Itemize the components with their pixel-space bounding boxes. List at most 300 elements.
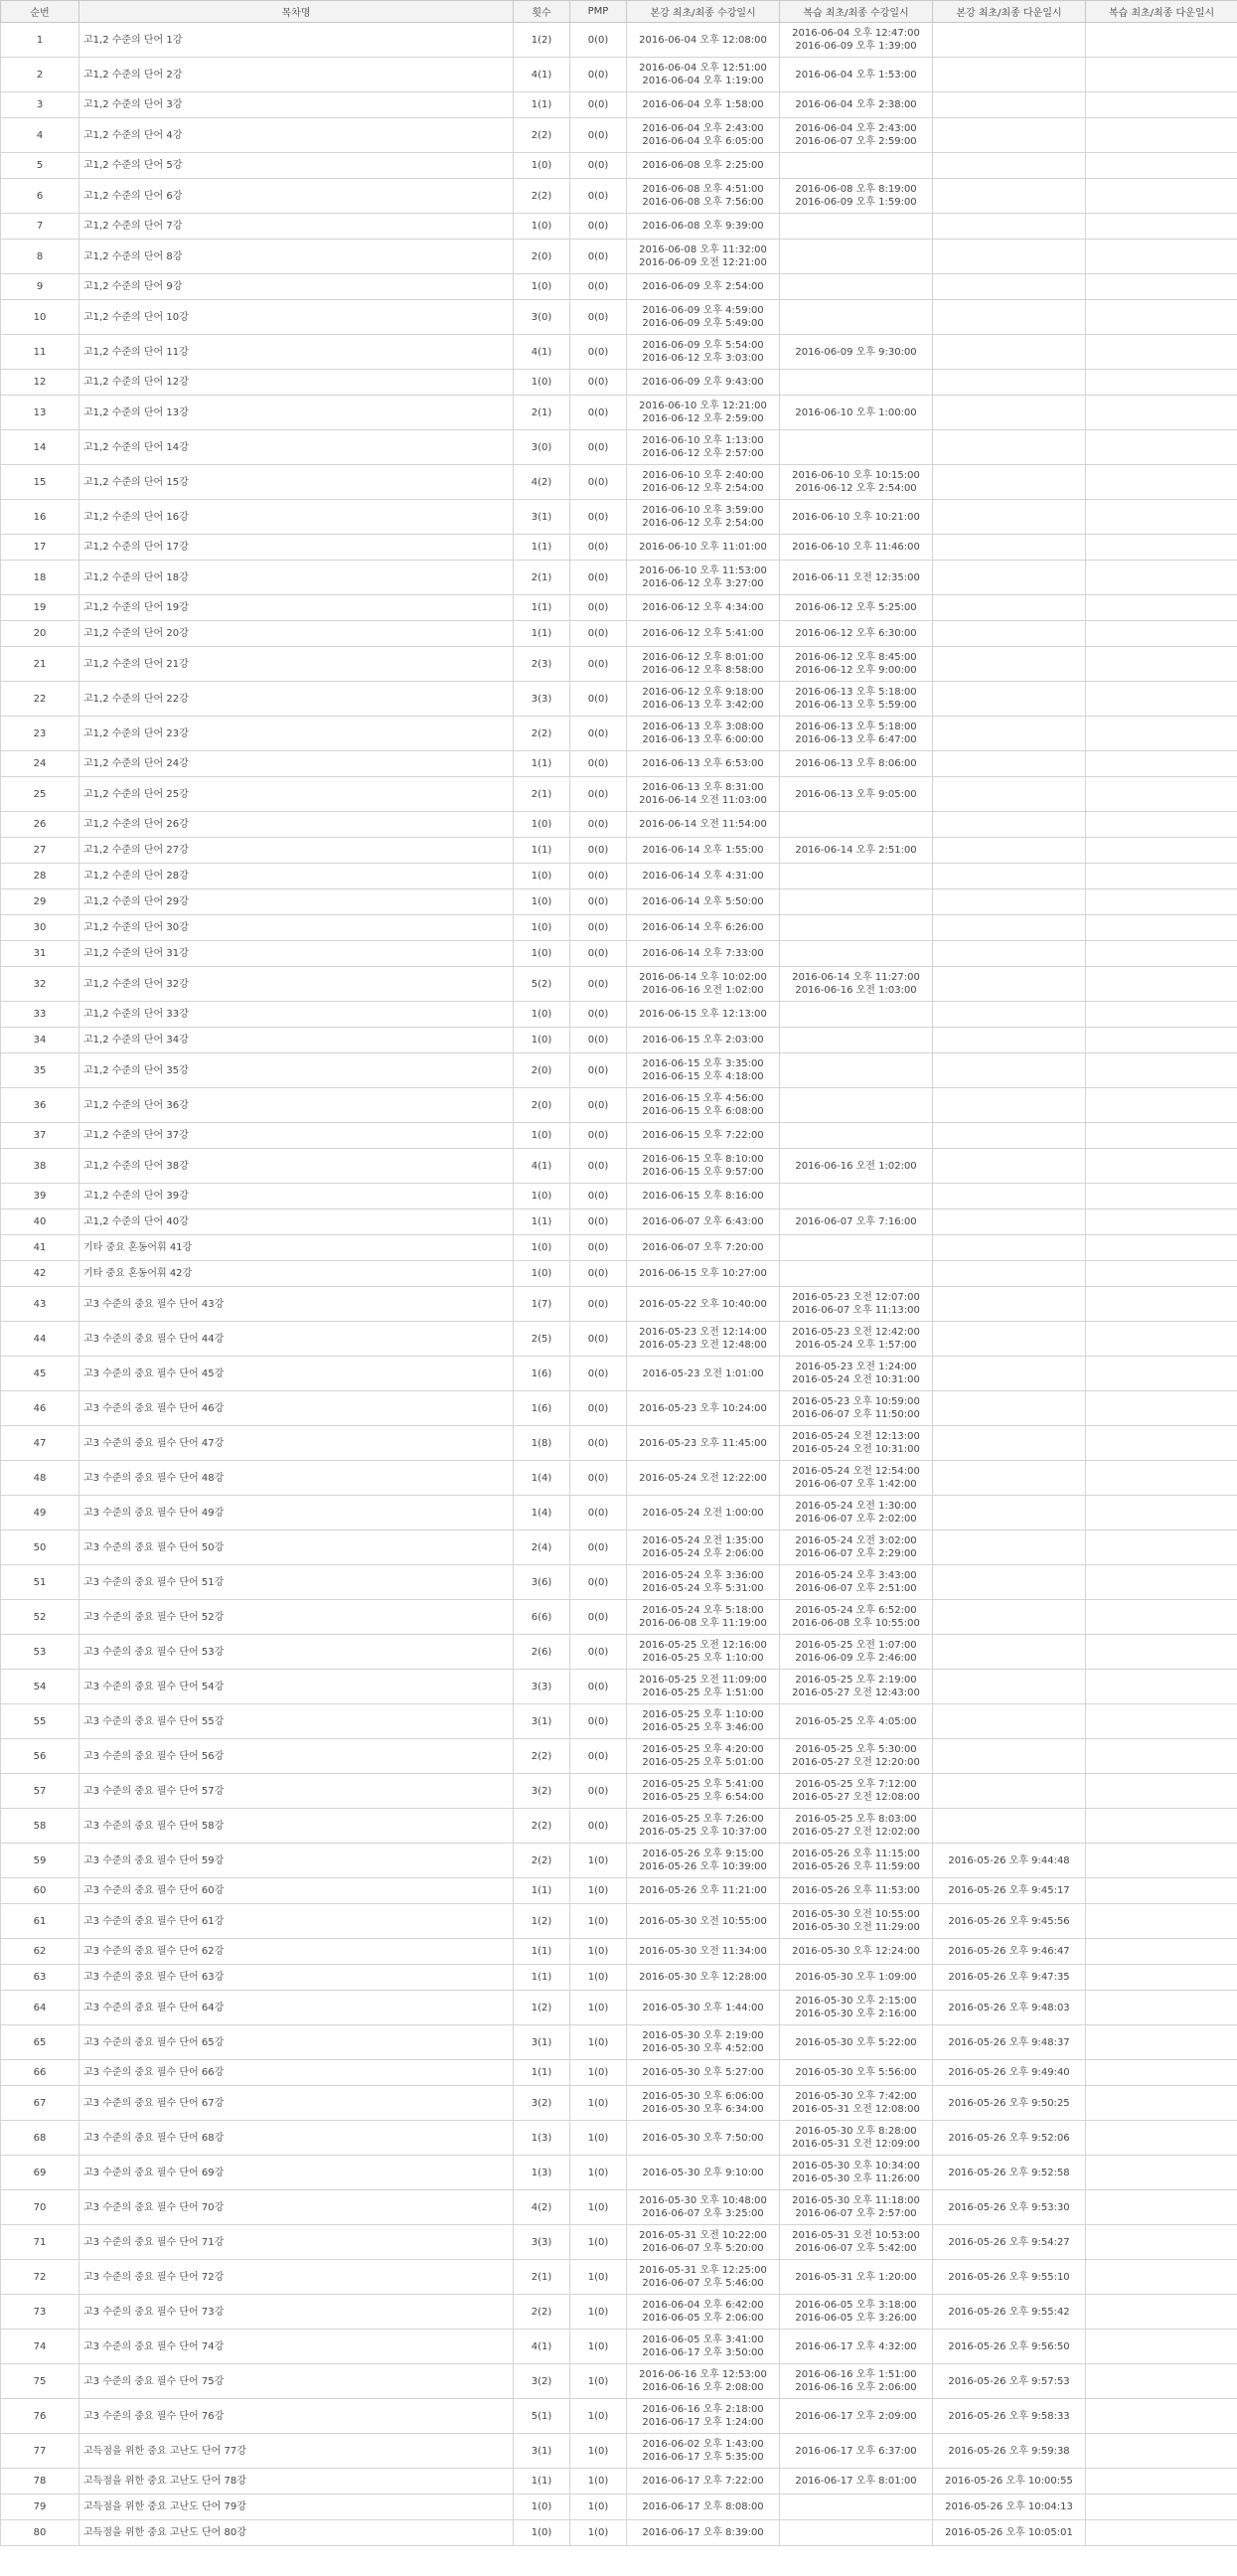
row-pmp: 1(0)	[570, 1878, 627, 1904]
row-no: 54	[1, 1670, 79, 1704]
row-main-download	[933, 777, 1086, 812]
row-pmp: 0(0)	[570, 274, 627, 300]
datetime-text: 2016-05-26 오후 9:55:42	[948, 2306, 1070, 2318]
datetime-text: 2016-05-26 오후 9:49:40	[948, 2067, 1070, 2078]
row-review-watch	[780, 58, 933, 92]
row-pmp: 0(0)	[570, 1391, 627, 1426]
row-title: 고득점을 위한 중요 고난도 단어 79강	[79, 2495, 514, 2520]
datetime-text: 2016-06-10 오후 11:53:00	[639, 565, 767, 576]
datetime-text: 2016-06-09 오후 4:59:00	[642, 305, 764, 316]
row-review-watch	[780, 1878, 933, 1904]
table-row	[1, 941, 1237, 967]
row-main-watch	[627, 2225, 780, 2260]
row-main-download	[933, 2469, 1086, 2495]
row-main-download	[933, 153, 1086, 179]
header-title: 목차명	[79, 1, 514, 23]
datetime-text: 2016-06-07 오후 2:29:00	[795, 1548, 917, 1559]
table-row	[1, 595, 1237, 621]
row-count: 1(4)	[514, 1461, 570, 1496]
datetime-text: 2016-06-15 오후 9:57:00	[642, 1167, 764, 1178]
row-main-watch	[627, 240, 780, 274]
row-review-watch	[780, 1844, 933, 1878]
table-row	[1, 430, 1237, 465]
row-review-download	[1086, 2121, 1237, 2156]
datetime-text: 2016-05-24 오후 5:18:00	[642, 1605, 764, 1616]
row-main-watch	[627, 535, 780, 561]
row-review-download	[1086, 535, 1237, 561]
row-main-watch	[627, 58, 780, 92]
row-title: 고득점을 위한 중요 고난도 단어 80강	[79, 2520, 514, 2546]
datetime-text: 2016-06-12 오후 6:30:00	[795, 628, 917, 639]
row-no: 42	[1, 1261, 79, 1287]
datetime-text: 2016-06-07 오후 3:25:00	[642, 2208, 764, 2219]
row-main-download	[933, 2495, 1086, 2520]
datetime-text: 2016-05-30 오후 7:50:00	[642, 2132, 764, 2144]
row-pmp: 0(0)	[570, 621, 627, 647]
row-main-watch	[627, 1053, 780, 1088]
row-main-download	[933, 1028, 1086, 1053]
row-review-watch	[780, 214, 933, 240]
row-title: 고1,2 수준의 단어 8강	[79, 240, 514, 274]
row-count: 3(2)	[514, 1774, 570, 1809]
datetime-text: 2016-06-04 오후 12:47:00	[792, 28, 920, 39]
table-row	[1, 1739, 1237, 1774]
row-review-download	[1086, 838, 1237, 864]
table-row	[1, 1600, 1237, 1635]
row-main-download	[933, 1565, 1086, 1600]
row-count: 1(0)	[514, 1261, 570, 1287]
row-pmp: 1(0)	[570, 2121, 627, 2156]
datetime-text: 2016-05-24 오후 3:36:00	[642, 1570, 764, 1581]
table-row	[1, 1149, 1237, 1184]
row-title: 고3 수준의 중요 필수 단어 55강	[79, 1704, 514, 1739]
datetime-text: 2016-06-13 오후 6:00:00	[642, 734, 764, 745]
row-main-watch	[627, 1965, 780, 1991]
row-pmp: 0(0)	[570, 370, 627, 396]
row-review-watch	[780, 561, 933, 595]
row-no: 7	[1, 214, 79, 240]
row-count: 1(0)	[514, 1235, 570, 1261]
row-title: 고1,2 수준의 단어 6강	[79, 179, 514, 214]
row-review-watch	[780, 1739, 933, 1774]
table-row	[1, 2295, 1237, 2330]
datetime-text: 2016-06-10 오후 11:46:00	[792, 542, 920, 553]
row-main-download	[933, 1322, 1086, 1357]
row-main-download	[933, 2156, 1086, 2190]
row-review-watch	[780, 1002, 933, 1028]
row-review-download	[1086, 1991, 1237, 2025]
row-main-watch	[627, 396, 780, 430]
table-row	[1, 2025, 1237, 2060]
row-pmp: 0(0)	[570, 1774, 627, 1809]
row-no: 43	[1, 1287, 79, 1322]
row-main-watch	[627, 2121, 780, 2156]
row-main-download	[933, 274, 1086, 300]
row-review-download	[1086, 561, 1237, 595]
row-review-watch	[780, 1904, 933, 1939]
datetime-text: 2016-05-26 오후 9:56:50	[948, 2340, 1070, 2352]
row-review-download	[1086, 274, 1237, 300]
row-main-watch	[627, 214, 780, 240]
datetime-text: 2016-06-09 오후 9:30:00	[795, 346, 917, 358]
datetime-text: 2016-06-12 오후 2:59:00	[642, 413, 764, 424]
table-row	[1, 2364, 1237, 2399]
row-count: 1(0)	[514, 1028, 570, 1053]
row-no: 79	[1, 2495, 79, 2520]
row-title: 고1,2 수준의 단어 25강	[79, 777, 514, 812]
row-main-watch	[627, 838, 780, 864]
row-main-watch	[627, 1088, 780, 1123]
row-main-download	[933, 1704, 1086, 1739]
row-main-download	[933, 2190, 1086, 2225]
row-review-download	[1086, 1426, 1237, 1461]
row-main-download	[933, 535, 1086, 561]
datetime-text: 2016-06-12 오후 5:41:00	[642, 628, 764, 639]
datetime-text: 2016-06-08 오후 7:56:00	[642, 197, 764, 208]
row-title: 고1,2 수준의 단어 29강	[79, 889, 514, 915]
row-title: 고3 수준의 중요 필수 단어 52강	[79, 1600, 514, 1635]
row-review-watch	[780, 647, 933, 682]
row-pmp: 1(0)	[570, 2190, 627, 2225]
table-row	[1, 2469, 1237, 2495]
row-main-watch	[627, 1391, 780, 1426]
row-review-watch	[780, 1600, 933, 1635]
row-main-download	[933, 1939, 1086, 1965]
header-count: 횟수	[514, 1, 570, 23]
row-pmp: 0(0)	[570, 751, 627, 777]
row-main-watch	[627, 1939, 780, 1965]
row-review-watch	[780, 2469, 933, 2495]
row-pmp: 0(0)	[570, 812, 627, 838]
table-row	[1, 812, 1237, 838]
row-main-download	[933, 58, 1086, 92]
row-main-download	[933, 2225, 1086, 2260]
table-row	[1, 1939, 1237, 1965]
row-review-download	[1086, 1088, 1237, 1123]
row-main-watch	[627, 2156, 780, 2190]
row-review-watch	[780, 889, 933, 915]
row-pmp: 0(0)	[570, 838, 627, 864]
row-main-watch	[627, 1774, 780, 1809]
row-review-download	[1086, 717, 1237, 751]
datetime-text: 2016-05-24 오전 10:31:00	[792, 1374, 920, 1385]
row-no: 23	[1, 717, 79, 751]
table-row	[1, 274, 1237, 300]
row-count: 3(3)	[514, 682, 570, 717]
datetime-text: 2016-05-27 오전 12:20:00	[792, 1757, 920, 1768]
row-review-watch	[780, 864, 933, 889]
row-main-watch	[627, 465, 780, 500]
row-title: 고3 수준의 중요 필수 단어 70강	[79, 2190, 514, 2225]
row-review-watch	[780, 1391, 933, 1426]
row-pmp: 0(0)	[570, 864, 627, 889]
row-review-download	[1086, 595, 1237, 621]
table-row	[1, 1809, 1237, 1844]
row-no: 35	[1, 1053, 79, 1088]
row-main-download	[933, 2025, 1086, 2060]
row-count: 1(4)	[514, 1496, 570, 1530]
row-review-watch	[780, 2025, 933, 2060]
row-title: 고3 수준의 중요 필수 단어 43강	[79, 1287, 514, 1322]
row-review-watch	[780, 1991, 933, 2025]
row-count: 2(4)	[514, 1530, 570, 1565]
datetime-text: 2016-06-17 오후 8:39:00	[642, 2527, 764, 2538]
datetime-text: 2016-06-17 오후 8:08:00	[642, 2501, 764, 2512]
row-no: 25	[1, 777, 79, 812]
row-title: 고1,2 수준의 단어 2강	[79, 58, 514, 92]
row-title: 고1,2 수준의 단어 10강	[79, 300, 514, 335]
row-main-download	[933, 2399, 1086, 2434]
row-no: 34	[1, 1028, 79, 1053]
row-review-watch	[780, 838, 933, 864]
row-count: 2(1)	[514, 561, 570, 595]
row-count: 2(1)	[514, 777, 570, 812]
row-pmp: 0(0)	[570, 717, 627, 751]
row-review-watch	[780, 1053, 933, 1088]
row-no: 73	[1, 2295, 79, 2330]
row-no: 8	[1, 240, 79, 274]
row-count: 5(1)	[514, 2399, 570, 2434]
table-row	[1, 2399, 1237, 2434]
datetime-text: 2016-06-13 오후 8:31:00	[642, 782, 764, 793]
row-pmp: 0(0)	[570, 1261, 627, 1287]
datetime-text: 2016-06-15 오후 4:18:00	[642, 1071, 764, 1082]
row-main-watch	[627, 647, 780, 682]
table-row	[1, 1028, 1237, 1053]
row-review-watch	[780, 1704, 933, 1739]
row-main-download	[933, 751, 1086, 777]
row-title: 고3 수준의 중요 필수 단어 76강	[79, 2399, 514, 2434]
row-pmp: 1(0)	[570, 1965, 627, 1991]
row-title: 고1,2 수준의 단어 24강	[79, 751, 514, 777]
row-no: 64	[1, 1991, 79, 2025]
row-review-watch	[780, 2060, 933, 2086]
row-no: 66	[1, 2060, 79, 2086]
datetime-text: 2016-06-17 오후 1:24:00	[642, 2417, 764, 2428]
datetime-text: 2016-05-24 오전 1:35:00	[642, 1535, 764, 1546]
table-row	[1, 1123, 1237, 1149]
datetime-text: 2016-06-07 오후 1:42:00	[795, 1479, 917, 1490]
row-main-watch	[627, 1739, 780, 1774]
row-review-watch	[780, 1149, 933, 1184]
row-no: 58	[1, 1809, 79, 1844]
row-count: 1(0)	[514, 214, 570, 240]
row-review-watch	[780, 2364, 933, 2399]
row-count: 3(3)	[514, 2225, 570, 2260]
row-no: 69	[1, 2156, 79, 2190]
datetime-text: 2016-05-30 오후 11:18:00	[792, 2195, 920, 2206]
row-main-download	[933, 1461, 1086, 1496]
datetime-text: 2016-06-10 오후 1:00:00	[795, 406, 917, 418]
row-count: 4(1)	[514, 2330, 570, 2364]
row-main-download	[933, 465, 1086, 500]
row-count: 1(2)	[514, 1904, 570, 1939]
datetime-text: 2016-05-31 오후 1:20:00	[795, 2271, 917, 2283]
row-count: 1(0)	[514, 1123, 570, 1149]
row-main-download	[933, 1991, 1086, 2025]
datetime-text: 2016-06-05 오후 2:06:00	[642, 2313, 764, 2324]
row-review-watch	[780, 1939, 933, 1965]
row-review-watch	[780, 370, 933, 396]
row-main-watch	[627, 370, 780, 396]
datetime-text: 2016-06-09 오후 2:54:00	[642, 281, 764, 292]
row-main-download	[933, 1426, 1086, 1461]
table-row	[1, 118, 1237, 153]
row-review-download	[1086, 1878, 1237, 1904]
row-review-download	[1086, 1965, 1237, 1991]
table-row	[1, 1088, 1237, 1123]
row-no: 13	[1, 396, 79, 430]
row-title: 고3 수준의 중요 필수 단어 75강	[79, 2364, 514, 2399]
datetime-text: 2016-05-26 오후 11:21:00	[639, 1885, 767, 1896]
row-review-watch	[780, 1287, 933, 1322]
datetime-text: 2016-05-26 오후 11:59:00	[792, 1861, 920, 1872]
row-review-download	[1086, 2156, 1237, 2190]
datetime-text: 2016-05-24 오전 1:30:00	[795, 1501, 917, 1512]
row-review-watch	[780, 621, 933, 647]
row-review-watch	[780, 1184, 933, 1209]
row-main-download	[933, 1184, 1086, 1209]
row-review-download	[1086, 1774, 1237, 1809]
row-review-watch	[780, 1670, 933, 1704]
row-main-download	[933, 1739, 1086, 1774]
row-no: 15	[1, 465, 79, 500]
row-main-download	[933, 1844, 1086, 1878]
row-main-download	[933, 889, 1086, 915]
datetime-text: 2016-06-10 오후 10:21:00	[792, 511, 920, 523]
datetime-text: 2016-05-31 오후 12:25:00	[639, 2265, 767, 2276]
table-row	[1, 2225, 1237, 2260]
row-count: 1(1)	[514, 1939, 570, 1965]
row-title: 기타 중요 혼동어휘 42강	[79, 1261, 514, 1287]
row-no: 9	[1, 274, 79, 300]
datetime-text: 2016-06-04 오후 6:05:00	[642, 136, 764, 147]
row-no: 74	[1, 2330, 79, 2364]
datetime-text: 2016-05-23 오후 10:24:00	[639, 1402, 767, 1414]
datetime-text: 2016-05-25 오전 1:07:00	[795, 1640, 917, 1651]
datetime-text: 2016-06-13 오후 5:59:00	[795, 700, 917, 711]
table-row	[1, 2121, 1237, 2156]
datetime-text: 2016-06-14 오후 11:27:00	[792, 972, 920, 983]
datetime-text: 2016-06-17 오후 8:01:00	[795, 2476, 917, 2487]
datetime-text: 2016-05-26 오후 9:53:30	[948, 2201, 1070, 2213]
row-review-download	[1086, 1002, 1237, 1028]
row-review-download	[1086, 1028, 1237, 1053]
row-review-download	[1086, 240, 1237, 274]
header-no: 순번	[1, 1, 79, 23]
datetime-text: 2016-05-24 오후 5:31:00	[642, 1583, 764, 1594]
row-title: 고1,2 수준의 단어 20강	[79, 621, 514, 647]
datetime-text: 2016-06-07 오후 2:02:00	[795, 1514, 917, 1525]
row-title: 고3 수준의 중요 필수 단어 49강	[79, 1496, 514, 1530]
table-row	[1, 682, 1237, 717]
row-no: 30	[1, 915, 79, 941]
row-no: 3	[1, 92, 79, 118]
row-main-download	[933, 1209, 1086, 1235]
row-review-download	[1086, 58, 1237, 92]
row-count: 1(6)	[514, 1391, 570, 1426]
datetime-text: 2016-05-23 오전 12:42:00	[792, 1327, 920, 1338]
datetime-text: 2016-05-26 오후 9:46:47	[948, 1946, 1070, 1957]
row-pmp: 0(0)	[570, 682, 627, 717]
datetime-text: 2016-05-30 오후 8:28:00	[795, 2126, 917, 2137]
datetime-text: 2016-06-16 오후 2:18:00	[642, 2404, 764, 2415]
row-main-watch	[627, 2295, 780, 2330]
row-no: 39	[1, 1184, 79, 1209]
datetime-text: 2016-05-24 오후 1:57:00	[795, 1340, 917, 1351]
datetime-text: 2016-05-30 오전 10:55:00	[639, 1915, 767, 1927]
datetime-text: 2016-05-30 오후 6:06:00	[642, 2091, 764, 2102]
datetime-text: 2016-06-15 오후 12:13:00	[639, 1009, 767, 1020]
row-title: 고3 수준의 중요 필수 단어 59강	[79, 1844, 514, 1878]
table-row	[1, 838, 1237, 864]
row-review-download	[1086, 2060, 1237, 2086]
row-no: 67	[1, 2086, 79, 2121]
row-no: 61	[1, 1904, 79, 1939]
row-title: 고1,2 수준의 단어 12강	[79, 370, 514, 396]
row-count: 1(0)	[514, 2520, 570, 2546]
row-review-watch	[780, 240, 933, 274]
datetime-text: 2016-06-09 오후 9:43:00	[642, 377, 764, 388]
datetime-text: 2016-05-25 오후 4:05:00	[795, 1715, 917, 1727]
row-count: 2(0)	[514, 1053, 570, 1088]
row-review-download	[1086, 1670, 1237, 1704]
row-review-download	[1086, 1123, 1237, 1149]
datetime-text: 2016-06-04 오후 1:58:00	[642, 99, 764, 110]
row-pmp: 0(0)	[570, 1287, 627, 1322]
row-title: 고3 수준의 중요 필수 단어 58강	[79, 1809, 514, 1844]
row-review-watch	[780, 1088, 933, 1123]
datetime-text: 2016-05-25 오후 1:10:00	[642, 1709, 764, 1720]
row-main-download	[933, 240, 1086, 274]
row-main-download	[933, 967, 1086, 1002]
row-title: 고3 수준의 중요 필수 단어 50강	[79, 1530, 514, 1565]
row-title: 고1,2 수준의 단어 23강	[79, 717, 514, 751]
row-main-download	[933, 2364, 1086, 2399]
datetime-text: 2016-05-24 오전 10:31:00	[792, 1444, 920, 1455]
table-row	[1, 1053, 1237, 1088]
row-count: 2(5)	[514, 1322, 570, 1357]
datetime-text: 2016-05-25 오전 12:16:00	[639, 1640, 767, 1651]
row-pmp: 0(0)	[570, 335, 627, 370]
datetime-text: 2016-05-26 오후 10:05:01	[945, 2527, 1073, 2538]
datetime-text: 2016-06-15 오후 4:56:00	[642, 1093, 764, 1104]
row-main-download	[933, 1530, 1086, 1565]
row-review-download	[1086, 1600, 1237, 1635]
row-no: 12	[1, 370, 79, 396]
row-title: 고1,2 수준의 단어 16강	[79, 500, 514, 535]
table-row	[1, 2156, 1237, 2190]
row-title: 고득점을 위한 중요 고난도 단어 78강	[79, 2469, 514, 2495]
row-main-download	[933, 1774, 1086, 1809]
row-title: 고1,2 수준의 단어 32강	[79, 967, 514, 1002]
row-pmp: 0(0)	[570, 1565, 627, 1600]
row-pmp: 0(0)	[570, 300, 627, 335]
row-count: 1(3)	[514, 2121, 570, 2156]
row-review-download	[1086, 396, 1237, 430]
row-review-watch	[780, 1028, 933, 1053]
row-review-download	[1086, 335, 1237, 370]
row-main-download	[933, 1287, 1086, 1322]
row-review-download	[1086, 647, 1237, 682]
row-count: 2(1)	[514, 2260, 570, 2295]
row-count: 5(2)	[514, 967, 570, 1002]
datetime-text: 2016-06-10 오후 11:01:00	[639, 542, 767, 553]
row-review-download	[1086, 370, 1237, 396]
datetime-text: 2016-05-26 오후 9:48:37	[948, 2036, 1070, 2048]
row-main-watch	[627, 717, 780, 751]
row-pmp: 0(0)	[570, 1209, 627, 1235]
